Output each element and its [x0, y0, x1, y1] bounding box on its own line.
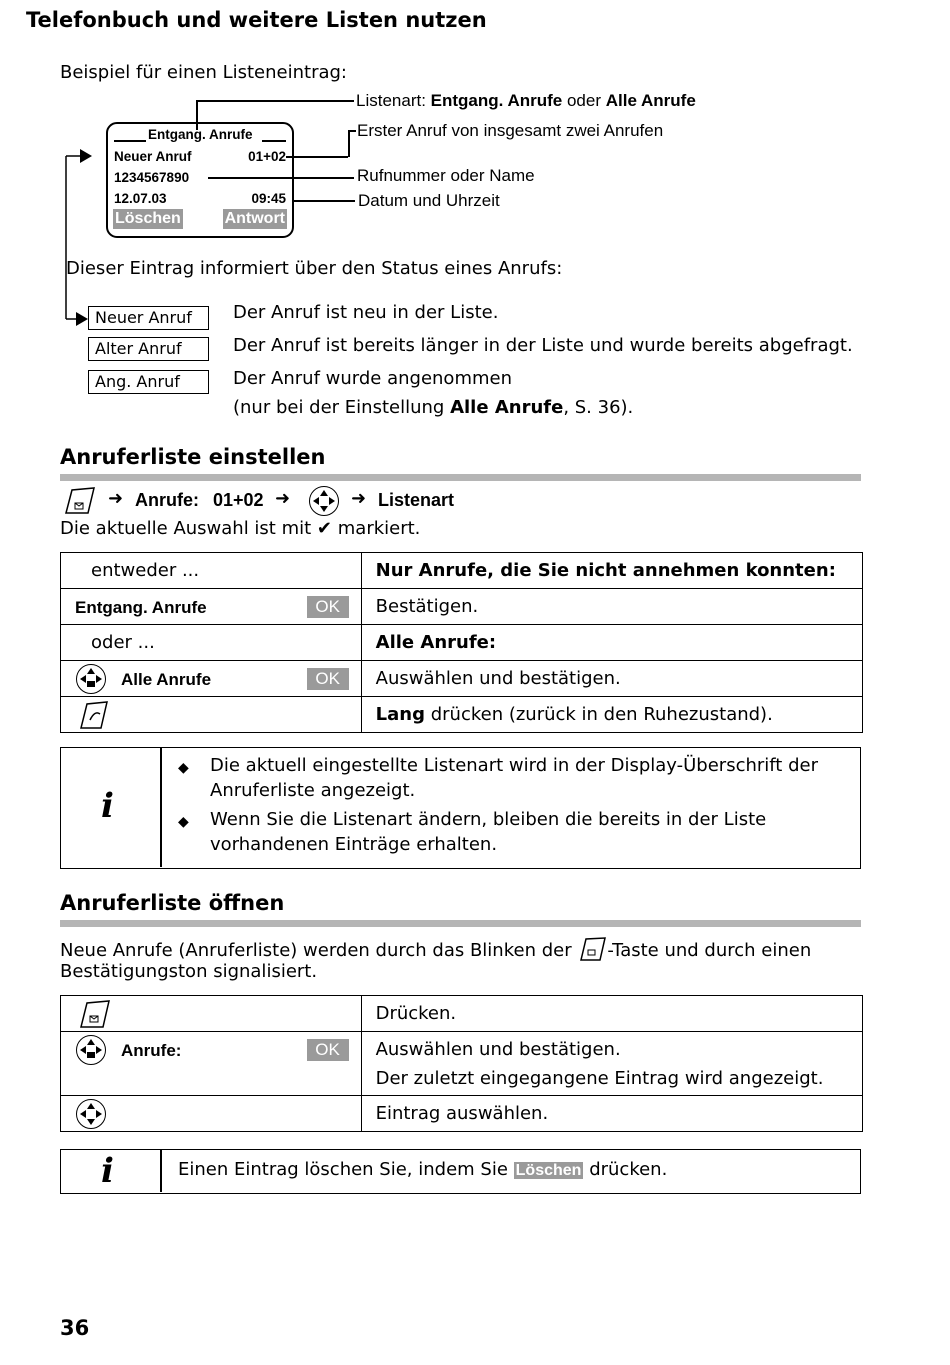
- t2-row1-desc: Drücken.: [361, 996, 862, 1032]
- row1-desc: Bestätigen.: [361, 589, 862, 625]
- bullet-icon: ◆: [178, 814, 189, 830]
- section-rule: [60, 474, 861, 481]
- menu-item-alle: Alle Anrufe: [121, 669, 212, 689]
- path-count: 01+02: [213, 490, 264, 510]
- info-icon: i: [101, 786, 114, 826]
- softkey-loeschen: Löschen: [515, 1162, 582, 1179]
- display-count: 01+02: [248, 149, 286, 164]
- callout-number: Rufnummer oder Name: [357, 166, 535, 185]
- path-anrufe: Anrufe:: [135, 490, 199, 510]
- or-header: Alle Anrufe:: [361, 625, 862, 661]
- section-heading-oeffnen: Anruferliste öffnen: [60, 891, 285, 915]
- info-text: Wenn Sie die Listenart ändern, bleiben die bereits in der Liste: [210, 809, 767, 830]
- callout-line: [286, 156, 348, 158]
- arrow-icon: ➜: [108, 488, 124, 509]
- status-label-old: Alter Anruf: [88, 337, 209, 361]
- menu-item-anrufe: Anrufe:: [121, 1041, 182, 1060]
- info-icon: i: [101, 1151, 114, 1191]
- row-nav: [61, 1096, 362, 1132]
- section-heading-einstellen: Anruferliste einstellen: [60, 445, 326, 469]
- nav-key-icon: [76, 1099, 106, 1129]
- arrow-icon: ➜: [275, 488, 291, 509]
- nav-key-icon: [76, 1035, 106, 1065]
- settings-table: [60, 552, 863, 733]
- open-list-table: [60, 995, 863, 1132]
- nav-key-icon: [309, 486, 339, 516]
- ok-button: OK: [307, 1039, 349, 1061]
- display-title: Entgang. Anrufe: [148, 127, 253, 142]
- softkey-antwort: Antwort: [224, 210, 285, 227]
- or-label: oder ...: [61, 625, 362, 661]
- section-rule: [60, 920, 861, 927]
- info-box: [60, 747, 861, 869]
- arrow-icon: ➜: [351, 488, 367, 509]
- page-header: Telefonbuch und weitere Listen nutzen: [26, 8, 487, 32]
- callout-line: [348, 130, 356, 132]
- example-intro: Beispiel für einen Listeneintrag:: [60, 62, 347, 83]
- display-time: 09:45: [251, 191, 286, 206]
- status-desc-new: Der Anruf ist neu in der Liste.: [233, 302, 499, 323]
- info-text: vorhandenen Einträge erhalten.: [210, 834, 498, 855]
- row-end-key: [61, 697, 362, 733]
- phone-display: [106, 122, 294, 238]
- status-note: (nur bei der Einstellung Alle Anrufe, S. 36).: [233, 397, 634, 418]
- section2-intro-line2: Bestätigungston signalisiert.: [60, 961, 318, 982]
- status-desc-old: Der Anruf ist bereits länger in der Liste und wurde bereits abgefragt.: [233, 335, 853, 356]
- callout-listenart: Listenart: Entgang. Anrufe oder Alle Anrufe: [356, 91, 696, 110]
- bullet-icon: ◆: [178, 760, 189, 776]
- section2-intro-line1: Neue Anrufe (Anruferliste) werden durch das Blinken der -Taste und durch einen: [60, 936, 811, 962]
- menu-item-entgang: Entgang. Anrufe: [75, 597, 207, 617]
- page-number: 36: [60, 1316, 90, 1340]
- info-text: Anruferliste angezeigt.: [210, 780, 416, 801]
- status-desc-accepted: Der Anruf wurde angenommen: [233, 368, 512, 389]
- softkey-loeschen: Löschen: [115, 210, 181, 227]
- callout-datetime: Datum und Uhrzeit: [358, 191, 500, 210]
- row3-desc: Lang drücken (zurück in den Ruhezustand).: [361, 697, 862, 733]
- ok-button: OK: [307, 668, 349, 690]
- status-label-new: Neuer Anruf: [88, 306, 209, 330]
- call-list-key-icon: [60, 485, 98, 517]
- checkmark-icon: ✔: [316, 518, 333, 539]
- either-header: Nur Anrufe, die Sie nicht annehmen konnten:: [361, 553, 862, 589]
- either-label: entweder ...: [61, 553, 362, 589]
- callout-line: [293, 200, 355, 202]
- row-anrufe: [61, 1032, 362, 1096]
- callout-first-call: Erster Anruf von insgesamt zwei Anrufen: [357, 121, 664, 140]
- row-entgang: [61, 589, 362, 625]
- ok-button: OK: [307, 596, 349, 618]
- path-listenart: Listenart: [378, 490, 455, 510]
- display-date: 12.07.03: [114, 191, 167, 206]
- status-label-accepted: Ang. Anruf: [88, 370, 209, 394]
- info-box: [60, 1149, 861, 1194]
- end-call-key-icon: [77, 700, 109, 730]
- display-number: 1234567890: [114, 170, 190, 185]
- display-status: Neuer Anruf: [114, 149, 192, 164]
- selection-note: Die aktuelle Auswahl ist mit ✔ markiert.: [60, 518, 421, 539]
- callout-line: [196, 100, 354, 102]
- t2-row2-desc: Auswählen und bestätigen. Der zuletzt eingegangene Eintrag wird angezeigt.: [361, 1032, 862, 1096]
- status-intro: Dieser Eintrag informiert über den Status eines Anrufs:: [66, 258, 563, 279]
- row-call-list-key: [61, 996, 362, 1032]
- row2-desc: Auswählen und bestätigen.: [361, 661, 862, 697]
- row-alle: [61, 661, 362, 697]
- nav-key-icon: [76, 664, 106, 694]
- info-delete-text: Einen Eintrag löschen Sie, indem Sie Löschen drücken.: [178, 1159, 668, 1180]
- pointer-bracket: [58, 145, 98, 330]
- call-list-key-icon: [577, 936, 607, 962]
- t2-row3-desc: Eintrag auswählen.: [361, 1096, 862, 1132]
- callout-line: [348, 130, 350, 157]
- info-text: Die aktuell eingestellte Listenart wird in der Display-Überschrift der: [210, 755, 818, 776]
- call-list-key-icon: [77, 999, 111, 1029]
